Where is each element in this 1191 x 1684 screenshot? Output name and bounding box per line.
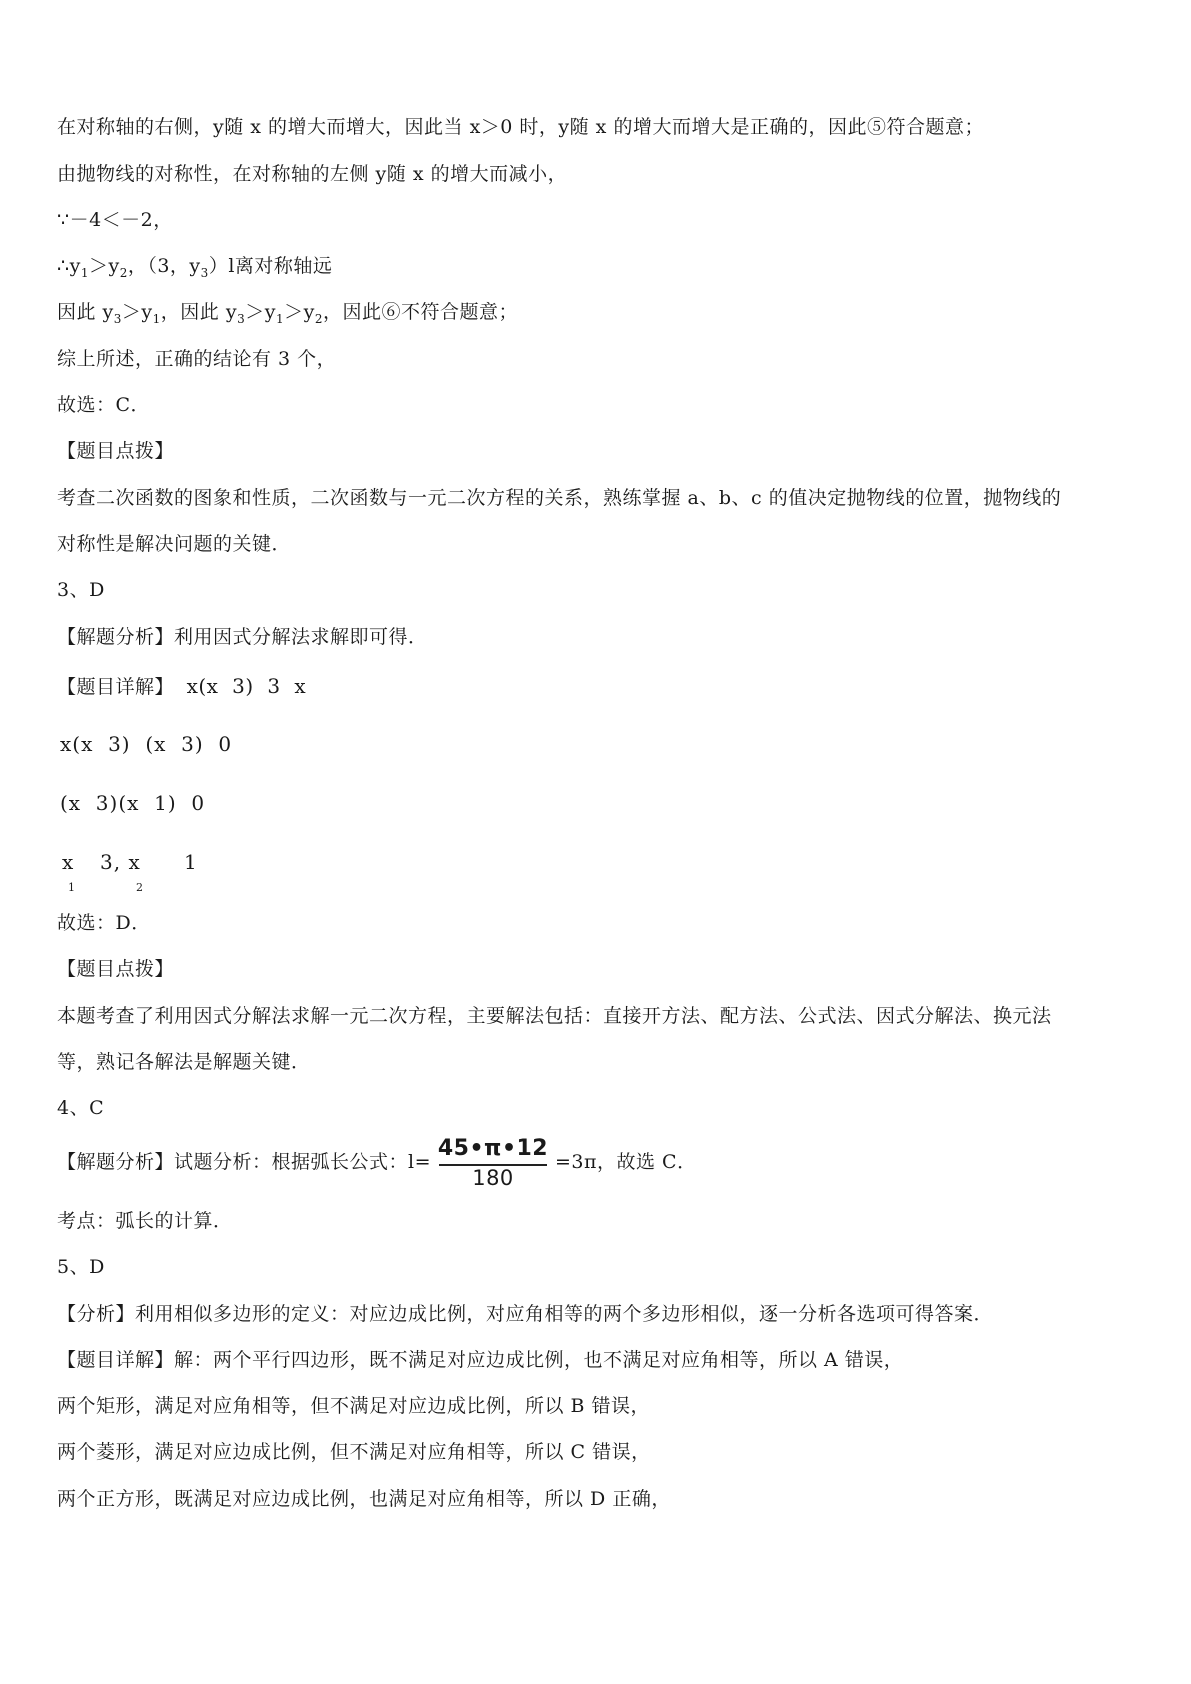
text-line: 【解题分析】试题分析：根据弧长公式：l= $\frac{45•\pi•12}{180}$ =3π，故选 C． xyxy=(57,1136,697,1190)
text-line: 两个正方形，既满足对应边成比例，也满足对应角相等，所以 D 正确， xyxy=(57,1488,671,1510)
text-line: $\therefore y_1>y_2$，（3，$y_3)l$离对称轴远 xyxy=(57,255,333,280)
equation: (x 3)(x 1) 0 xyxy=(60,791,206,815)
text-line: 本题考查了利用因式分解法求解一元二次方程，主要解法包括：直接开方法、配方法、公式法、因式分解法、换元法 xyxy=(57,1005,1052,1027)
equation: x(x 3) (x 3) 0 xyxy=(60,732,233,756)
answer-number: 5、D xyxy=(57,1256,105,1278)
fraction: $\frac{45•\pi•12}{180}$ xyxy=(437,1136,549,1190)
text-line: 由抛物线的对称性，在对称轴的左侧 y随 x 的增大而减小， xyxy=(57,163,568,185)
section-heading: 【题目点拨】 xyxy=(57,440,175,462)
text-line: 综上所述，正确的结论有 3 个， xyxy=(57,348,337,370)
answer-number: 3、D xyxy=(57,579,105,601)
text-line: 【题目详解】 x(x 3) 3 x xyxy=(57,674,307,698)
text-line: 两个菱形，满足对应边成比例，但不满足对应角相等，所以 C 错误， xyxy=(57,1441,651,1463)
text-line: 考点：弧长的计算． xyxy=(57,1210,233,1232)
text-line: 【题目详解】解：两个平行四边形，既不满足对应边成比例，也不满足对应角相等，所以 A 错误， xyxy=(57,1349,904,1371)
text-line: 考查二次函数的图象和性质，二次函数与一元二次方程的关系，熟练掌握 a、b、c 的值决定抛物线的位置，抛物线的 xyxy=(57,487,1062,509)
text-line: 两个矩形，满足对应角相等，但不满足对应边成比例，所以 B 错误， xyxy=(57,1395,651,1417)
text-line: 因此 $y_3>y_1$，因此 $y_3>y_1>y_2$，因此⑥不符合题意； xyxy=(57,301,518,326)
answer-number: 4、C xyxy=(57,1097,105,1119)
text-line: 故选：C． xyxy=(57,394,151,416)
equation: x(x 3) 3 x xyxy=(186,674,307,698)
text-line: 【分析】利用相似多边形的定义：对应边成比例，对应角相等的两个多边形相似，逐一分析各选项可得答案． xyxy=(57,1303,994,1325)
section-heading: 【题目点拨】 xyxy=(57,958,175,980)
text-line: 故选：D． xyxy=(57,912,151,934)
text-line: 对称性是解决问题的关键． xyxy=(57,533,292,555)
text-line: ∵－4＜－2， xyxy=(57,209,173,231)
equation: x 1 3, x 2 1 xyxy=(62,850,198,894)
text-line: 【解题分析】利用因式分解法求解即可得． xyxy=(57,626,428,648)
text-line: 等，熟记各解法是解题关键． xyxy=(57,1051,311,1073)
text-line: 在对称轴的右侧，y随 x 的增大而增大，因此当 x＞0 时，y随 x 的增大而增大是正确的，因此⑤符合题意； xyxy=(57,116,984,138)
